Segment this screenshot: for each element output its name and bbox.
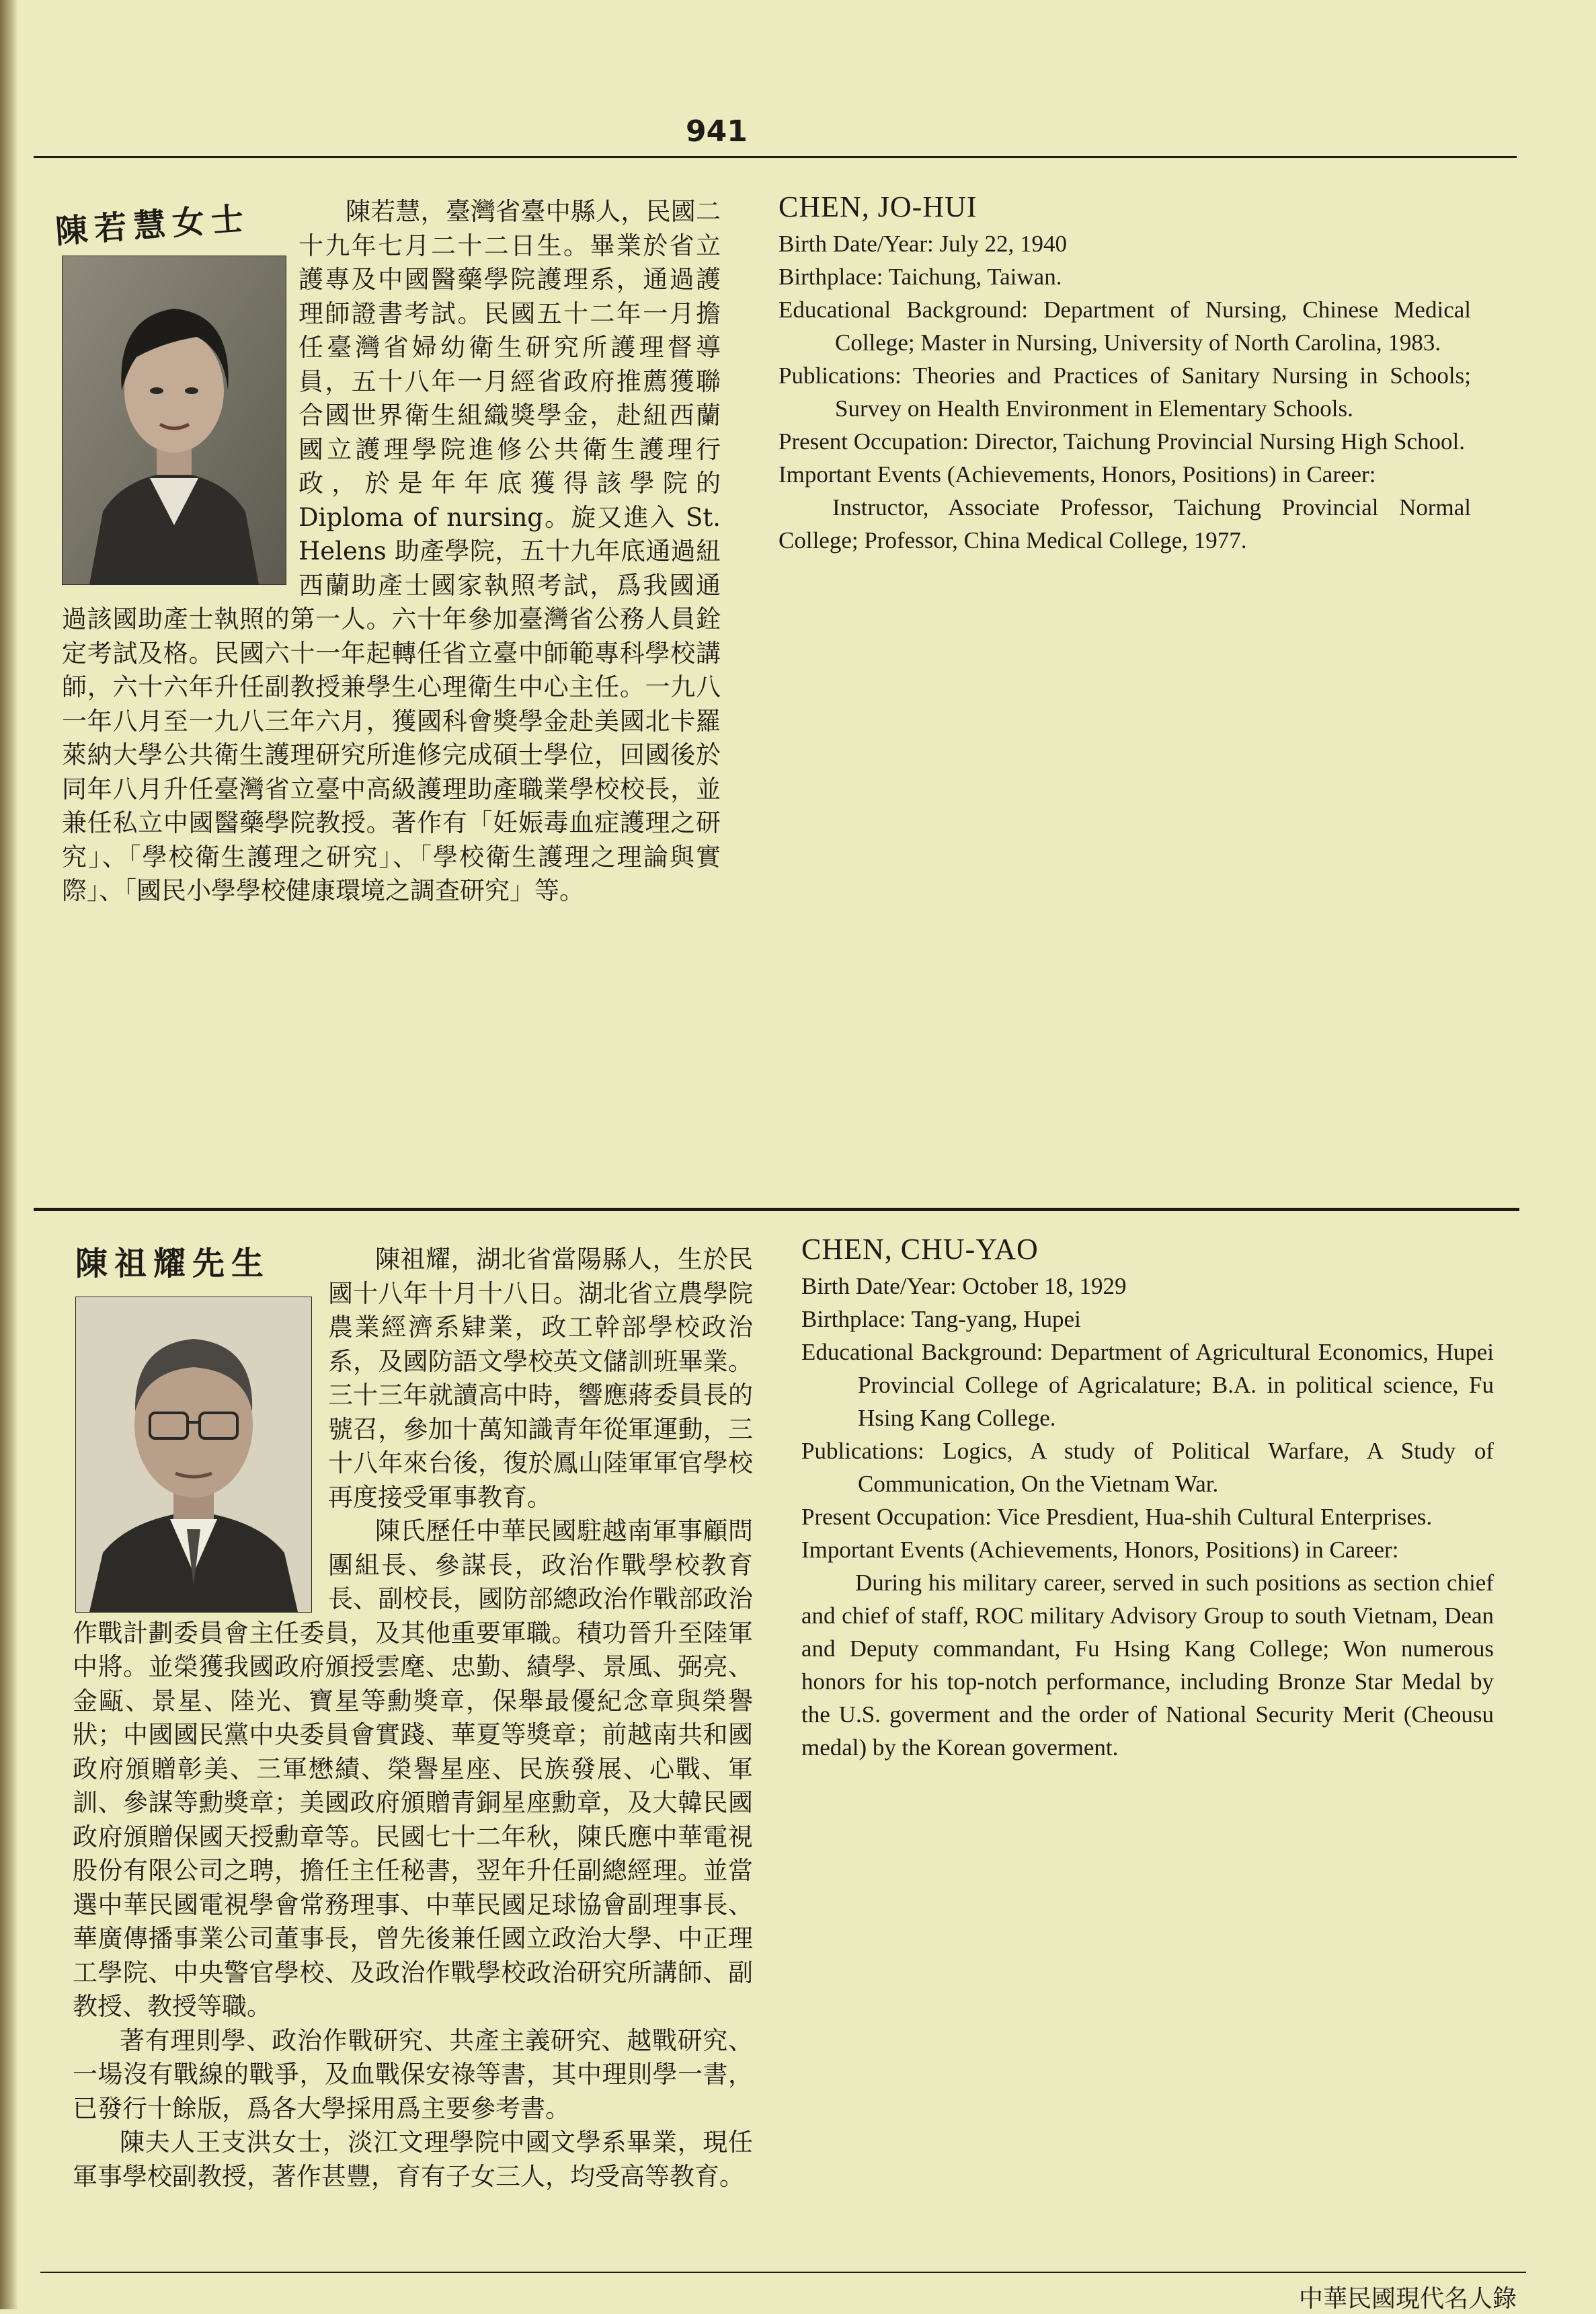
page-binding-edge <box>0 0 17 2309</box>
chinese-biography <box>73 1243 753 2225</box>
events-heading: Important Events (Achievements, Honors, Positions) in Career: <box>801 1537 1399 1563</box>
chinese-biography <box>62 195 721 935</box>
occupation: Present Occupation: Director, Taichung Provincial Nursing High School. <box>779 428 1465 455</box>
page-number: 941 <box>686 114 748 149</box>
publications: Publications: Logics, A study of Political Warfare, A Study of Communication, On the Vietnam War. <box>801 1438 1494 1497</box>
events: Instructor, Associate Professor, Taichung Provincial Normal College; Professor, China Medical College, 1977. <box>779 494 1471 553</box>
bio-paragraph: 陳夫人王支洪女士，淡江文理學院中國文學系畢業，現任軍事學校副教授，著作甚豐，育有子女三人，均受高等教育。 <box>73 2128 753 2191</box>
bio-paragraph: 陳氏歷任中華民國駐越南軍事顧問團組長、參謀長，政治作戰學校教育長、副校長，國防部總政治作戰部政治作戰計劃委員會主任委員，及其他重要軍職。積功晉升至陸軍中將。並榮獲我國政府頒授雲麾、忠勤、績學、景風、弼亮、金甌、景星、陸光、寶星等勳獎章，保舉最優紀念章與榮譽狀；中國國民黨中央委員會實踐、華夏等獎章；前越南共和國政府頒贈彰美、三軍懋績、榮譽星座、民族發展、心戰、軍訓、參謀等勳獎章；美國政府頒贈青銅星座勳章，及大韓民國政府頒贈保國天授勳章等。民國七十二年秋，陳氏應中華電視股份有限公司之聘，擔任主任秘書，翌年升任副總經理。並當選中華民國電視學會常務理事、中華民國足球協會副理事長、華廣傳播事業公司董事長，曾先後兼任國立政治大學、中正理工學院、中央警官學校、及政治作戰學校政治研究所講師、副教授、教授等職。 <box>73 1516 753 2021</box>
birth-date: Birth Date/Year: July 22, 1940 <box>779 231 1068 257</box>
footer-rule <box>40 2272 1526 2273</box>
publications: Publications: Theories and Practices of Sanitary Nursing in Schools; Survey on Health Environment in Elementary Schools. <box>779 362 1471 422</box>
float-spacer <box>73 1243 328 1614</box>
english-name: CHEN, CHU-YAO <box>801 1233 1039 1266</box>
birth-date: Birth Date/Year: October 18, 1929 <box>801 1273 1127 1299</box>
education: Educational Background: Department of Agricultural Economics, Hupei Provincial College of Agricalature; B.A. in political science, Fu Hsing Kang College. <box>801 1339 1494 1431</box>
bio-paragraph: 陳若慧，臺灣省臺中縣人，民國二十九年七月二十二日生。畢業於省立護專及中國醫藥學院護理系，通過護理師證書考試。民國五十二年一月擔任臺灣省婦幼衛生研究所護理督導員，五十八年一月經省政府推薦獲聯合國世界衛生組織獎學金，赴紐西蘭國立護理學院進修公共衛生護理行政，於是年年底獲得該學院的 Diploma of nursing。旋又進入 St. Helens 助產學院，五十九年底通過紐西蘭助產士國家執照考試，爲我國通過該國助產士執照的第一人。六十年參加臺灣省公務人員銓定考試及格。民國六十一年起轉任省立臺中師範專科學校講師，六十六年升任副教授兼學生心理衛生中心主任。一九八一年八月至一九八三年六月，獲國科會獎學金赴美國北卡羅萊納大學公共衛生護理研究所進修完成碩士學位，回國後於同年八月升任臺灣省立臺中高級護理助產職業學校校長，並兼任私立中國醫藥學院教授。著作有「妊娠毒血症護理之研究」、「學校衛生護理之研究」、「學校衛生護理之理論與實際」、「國民小學學校健康環境之調查研究」等。 <box>62 197 721 905</box>
birthplace: Birthplace: Tang-yang, Hupei <box>801 1306 1081 1332</box>
education: Educational Background: Department of Nursing, Chinese Medical College; Master in Nursing, University of North Carolina, 1983. <box>779 297 1471 356</box>
events: During his military career, served in such positions as section chief and chief of staff, ROC military Advisory Group to south Vietnam, Dean and Deputy commandant, Fu Hsing Kang College; Won numerous honors for his top-notch performance, including Bronze Star Medal by the U.S. goverment and the order of National Security Merit (Cheousu medal) by the Korean goverment. <box>801 1570 1494 1761</box>
english-entry <box>801 1231 1494 1764</box>
events-heading: Important Events (Achievements, Honors, Positions) in Career: <box>779 461 1376 488</box>
float-spacer <box>62 195 298 599</box>
birthplace: Birthplace: Taichung, Taiwan. <box>779 264 1062 290</box>
occupation: Present Occupation: Vice Presdient, Hua-shih Cultural Enterprises. <box>801 1504 1433 1530</box>
english-entry <box>779 188 1471 557</box>
bleed-through-text <box>800 874 1472 908</box>
chinese-name: 陳若慧女士 <box>54 199 251 252</box>
english-name: CHEN, JO-HUI <box>779 190 977 223</box>
book-title-footer: 中華民國現代名人錄 <box>1298 2285 1517 2313</box>
header-rule <box>34 156 1517 158</box>
chinese-name: 陳祖耀先生 <box>75 1245 271 1282</box>
bio-paragraph: 陳祖耀，湖北省當陽縣人，生於民國十八年十月十八日。湖北省立農學院農業經濟系肄業，政工幹部學校政治系，及國防語文學校英文儲訓班畢業。三十三年就讀高中時，響應蔣委員長的號召，參加十萬知識青年從軍運動，三十八年來台後，復於鳳山陸軍軍官學校再度接受軍事教育。 <box>328 1245 753 1512</box>
entry-divider <box>34 1208 1519 1211</box>
bio-paragraph: 著有理則學、政治作戰研究、共產主義研究、越戰研究、一場沒有戰線的戰爭，及血戰保安祿等書，其中理則學一書，已發行十餘版，爲各大學採用爲主要參考書。 <box>73 2026 753 2123</box>
